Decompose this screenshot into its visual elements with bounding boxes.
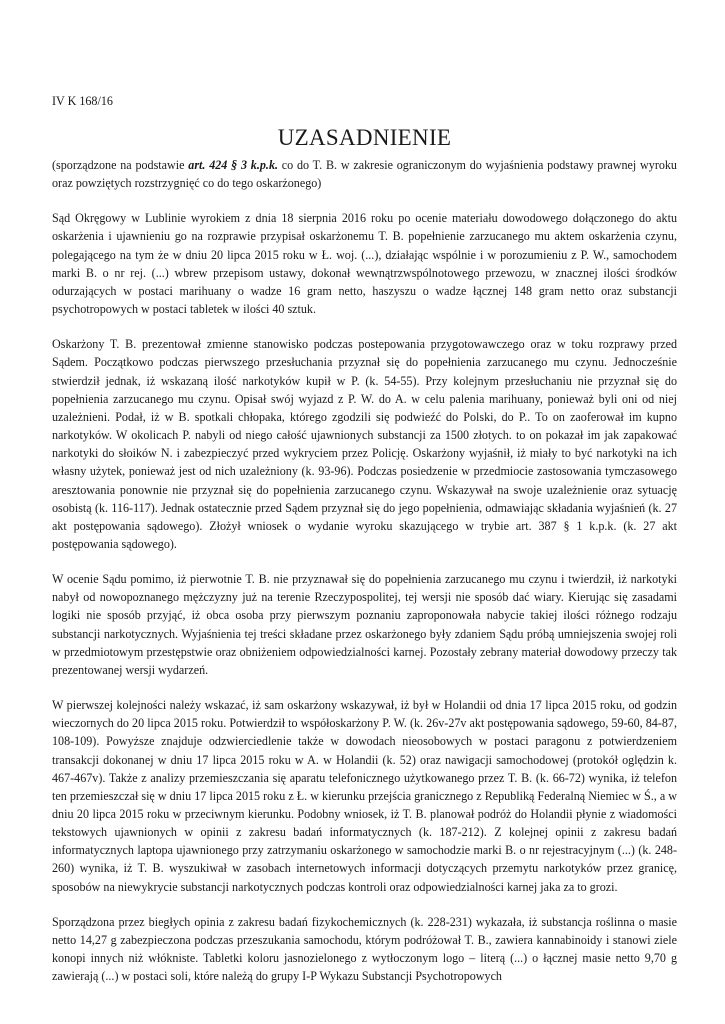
document-subtitle xyxy=(52,156,677,192)
paragraph-evidence: W pierwszej kolejności należy wskazać, iż sam oskarżony wskazywał, iż był w Holandii od dnia 17 lipca 2015 roku, od godzin wieczornych do 20 lipca 2015 roku. Potwierdził to współoskarżony P. W. (k. 26v-27v akt postępowania sądowego, 59-60, 84-87, 108-109). Powyższe znajduje odzwierciedlenie także w dowodach nieosobowych w postaci paragonu z potwierdzeniem transakcji dokonanej w dniu 17 lipca 2015 roku w A. w Holandii (k. 52) oraz nawigacji samochodowej (protokół oględzin k. 467-467v). Także z analizy przemieszczania się aparatu telefonicznego użytkowanego przez T. B. (k. 66-72) wynika, iż telefon ten przemieszczał się w dniu 17 lipca 2015 roku z Ł. w kierunku przejścia granicznego z Republiką Federalną Niemiec w Ś., a w dniu 20 lipca 2015 roku w przeciwnym kierunku. Podobny wniosek, iż T. B. planował podróż do Holandii płynie z wiadomości tekstowych ujawnionych w opinii z zakresu badań informatycznych (k. 187-212). Z kolejnej opinii z zakresu badań informatycznych laptopa ujawnionego przy zatrzymaniu oskarżonego w samochodzie marki B. o nr rejestracyjnym (...) (k. 248-260) wynika, iż T. B. wyszukiwał w zasobach internetowych informacji dotyczących przemytu narkotyków przez granicę, sposobów na niewykrycie substancji narkotycznych podczas kontroli oraz odpowiedzialności karnej jaka za to grozi. xyxy=(52,698,677,894)
case-number: IV K 168/16 xyxy=(52,94,113,108)
subtitle-before: (sporządzone na podstawie xyxy=(52,158,189,172)
paragraph-defendant-stance: Oskarżony T. B. prezentował zmienne stanowisko podczas postepowania przygotowawczego oraz w toku rozprawy przed Sądem. Początkowo podczas pierwszego przesłuchania przyznał się do popełnienia zarzucanego mu czynu. Jednocześnie stwierdził jednak, iż wskazaną ilość narkotyków kupił w P. (k. 54-55). Przy kolejnym przesłuchaniu nie przyznał się do popełnienia zarzucanego mu czynu. Opisał swój wyjazd z P. W. do A. w celu palenia marihuany, ponieważ byli oni od niej uzależnieni. Podał, iż w B. spotkali chłopaka, którego zgodzili się podwieźć do Polski, do P.. To on zaoferował im kupno narkotyków. W okolicach P. nabyli od niego całość ujawnionych substancji za 1500 złotych. to on pokazał im jak zapakować narkotyki do słoików N. i zabezpieczyć przed wykryciem przez Policję. Oskarżony wyjaśnił, iż miały to być narkotyki na ich własny użytek, ponieważ jest od nich uzależniony (k. 93-96). Podczas posiedzenie w przedmiocie zastosowania tymczasowego aresztowania ponownie nie przyznał się do popełnienia zarzucanego czynu. Wskazywał na swoje uzależnienie oraz sytuację osobistą (k. 116-117). Jednak ostatecznie przed Sądem przyznał się do jego popełnienia, odmawiając składania wyjaśnień (k. 27 akt postępowania sądowego). Złożył wniosek o wydanie wyroku skazującego w trybie art. 387 § 1 k.p.k. (k. 27 akt postępowania sądowego). xyxy=(52,337,677,551)
document-title: UZASADNIENIE xyxy=(277,125,452,150)
paragraph-court-assessment: W ocenie Sądu pomimo, iż pierwotnie T. B. nie przyznawał się do popełnienia zarzucanego mu czynu i twierdził, iż narkotyki nabył od nowopoznanego mężczyzny już na terenie Rzeczypospolitej, tej wersji nie sposób dać wiary. Kierując się zasadami logiki nie sposób przyjąć, iż obca osoba przy pierwszym poznaniu zaproponowała nabycie takiej ilości różnego rodzaju substancji narkotycznych. Wyjaśnienia tej treści składane przez oskarżonego były zdaniem Sądu próbą umniejszenia swojej roli w przedmiotowym przestępstwie oraz obniżeniem odpowiedzialności karnej. Pozostały zebrany materiał dowodowy przeczy tak prezentowanej wersji wydarzeń. xyxy=(52,572,677,677)
document-page xyxy=(52,92,677,985)
paragraph-expert-opinion: Sporządzona przez biegłych opinia z zakresu badań fizykochemicznych (k. 228-231) wykazała, iż substancja roślinna o masie netto 14,27 g zabezpieczona podczas przeszukania samochodu, którym podróżował T. B., zawiera kannabinoidy i stanowi ziele konopi innych niż włókniste. Tabletki koloru jasnozielonego z wytłoczonym logo – literą (...) o łącznej masie netto 9,70 g zawierają (...) w postaci soli, które należą do grupy I-P Wykazu Substancji Psychotropowych xyxy=(52,914,677,984)
paragraph-verdict: Sąd Okręgowy w Lublinie wyrokiem z dnia 18 sierpnia 2016 roku po ocenie materiału dowodowego dołączonego do aktu oskarżenia i ujawnieniu go na rozprawie przypisał oskarżonemu T. B. popełnienie zarzucanego mu aktem oskarżenia czynu, polegającego na tym że w dniu 20 lipca 2015 roku w Ł. woj. (...), działając wspólnie i w porozumieniu z P. W., samochodem marki B. o nr rej. (...) wbrew przepisom ustawy, dokonał wewnątrzwspólnotowego przewozu, w znacznej ilości środków odurzających w postaci marihuany o wadze 16 gram netto, haszyszu o wadze łącznej 148 gram netto oraz substancji psychotropowych w postaci tabletek w ilości 40 sztuk. xyxy=(52,211,677,317)
subtitle-after: co do T. B. w zakresie ograniczonym do wyjaśnienia podstawy prawnej wyroku oraz powziętych rozstrzygnięć co do tego oskarżonego) xyxy=(52,158,677,191)
subtitle-article: art. 424 § 3 k.p.k. xyxy=(188,158,279,172)
